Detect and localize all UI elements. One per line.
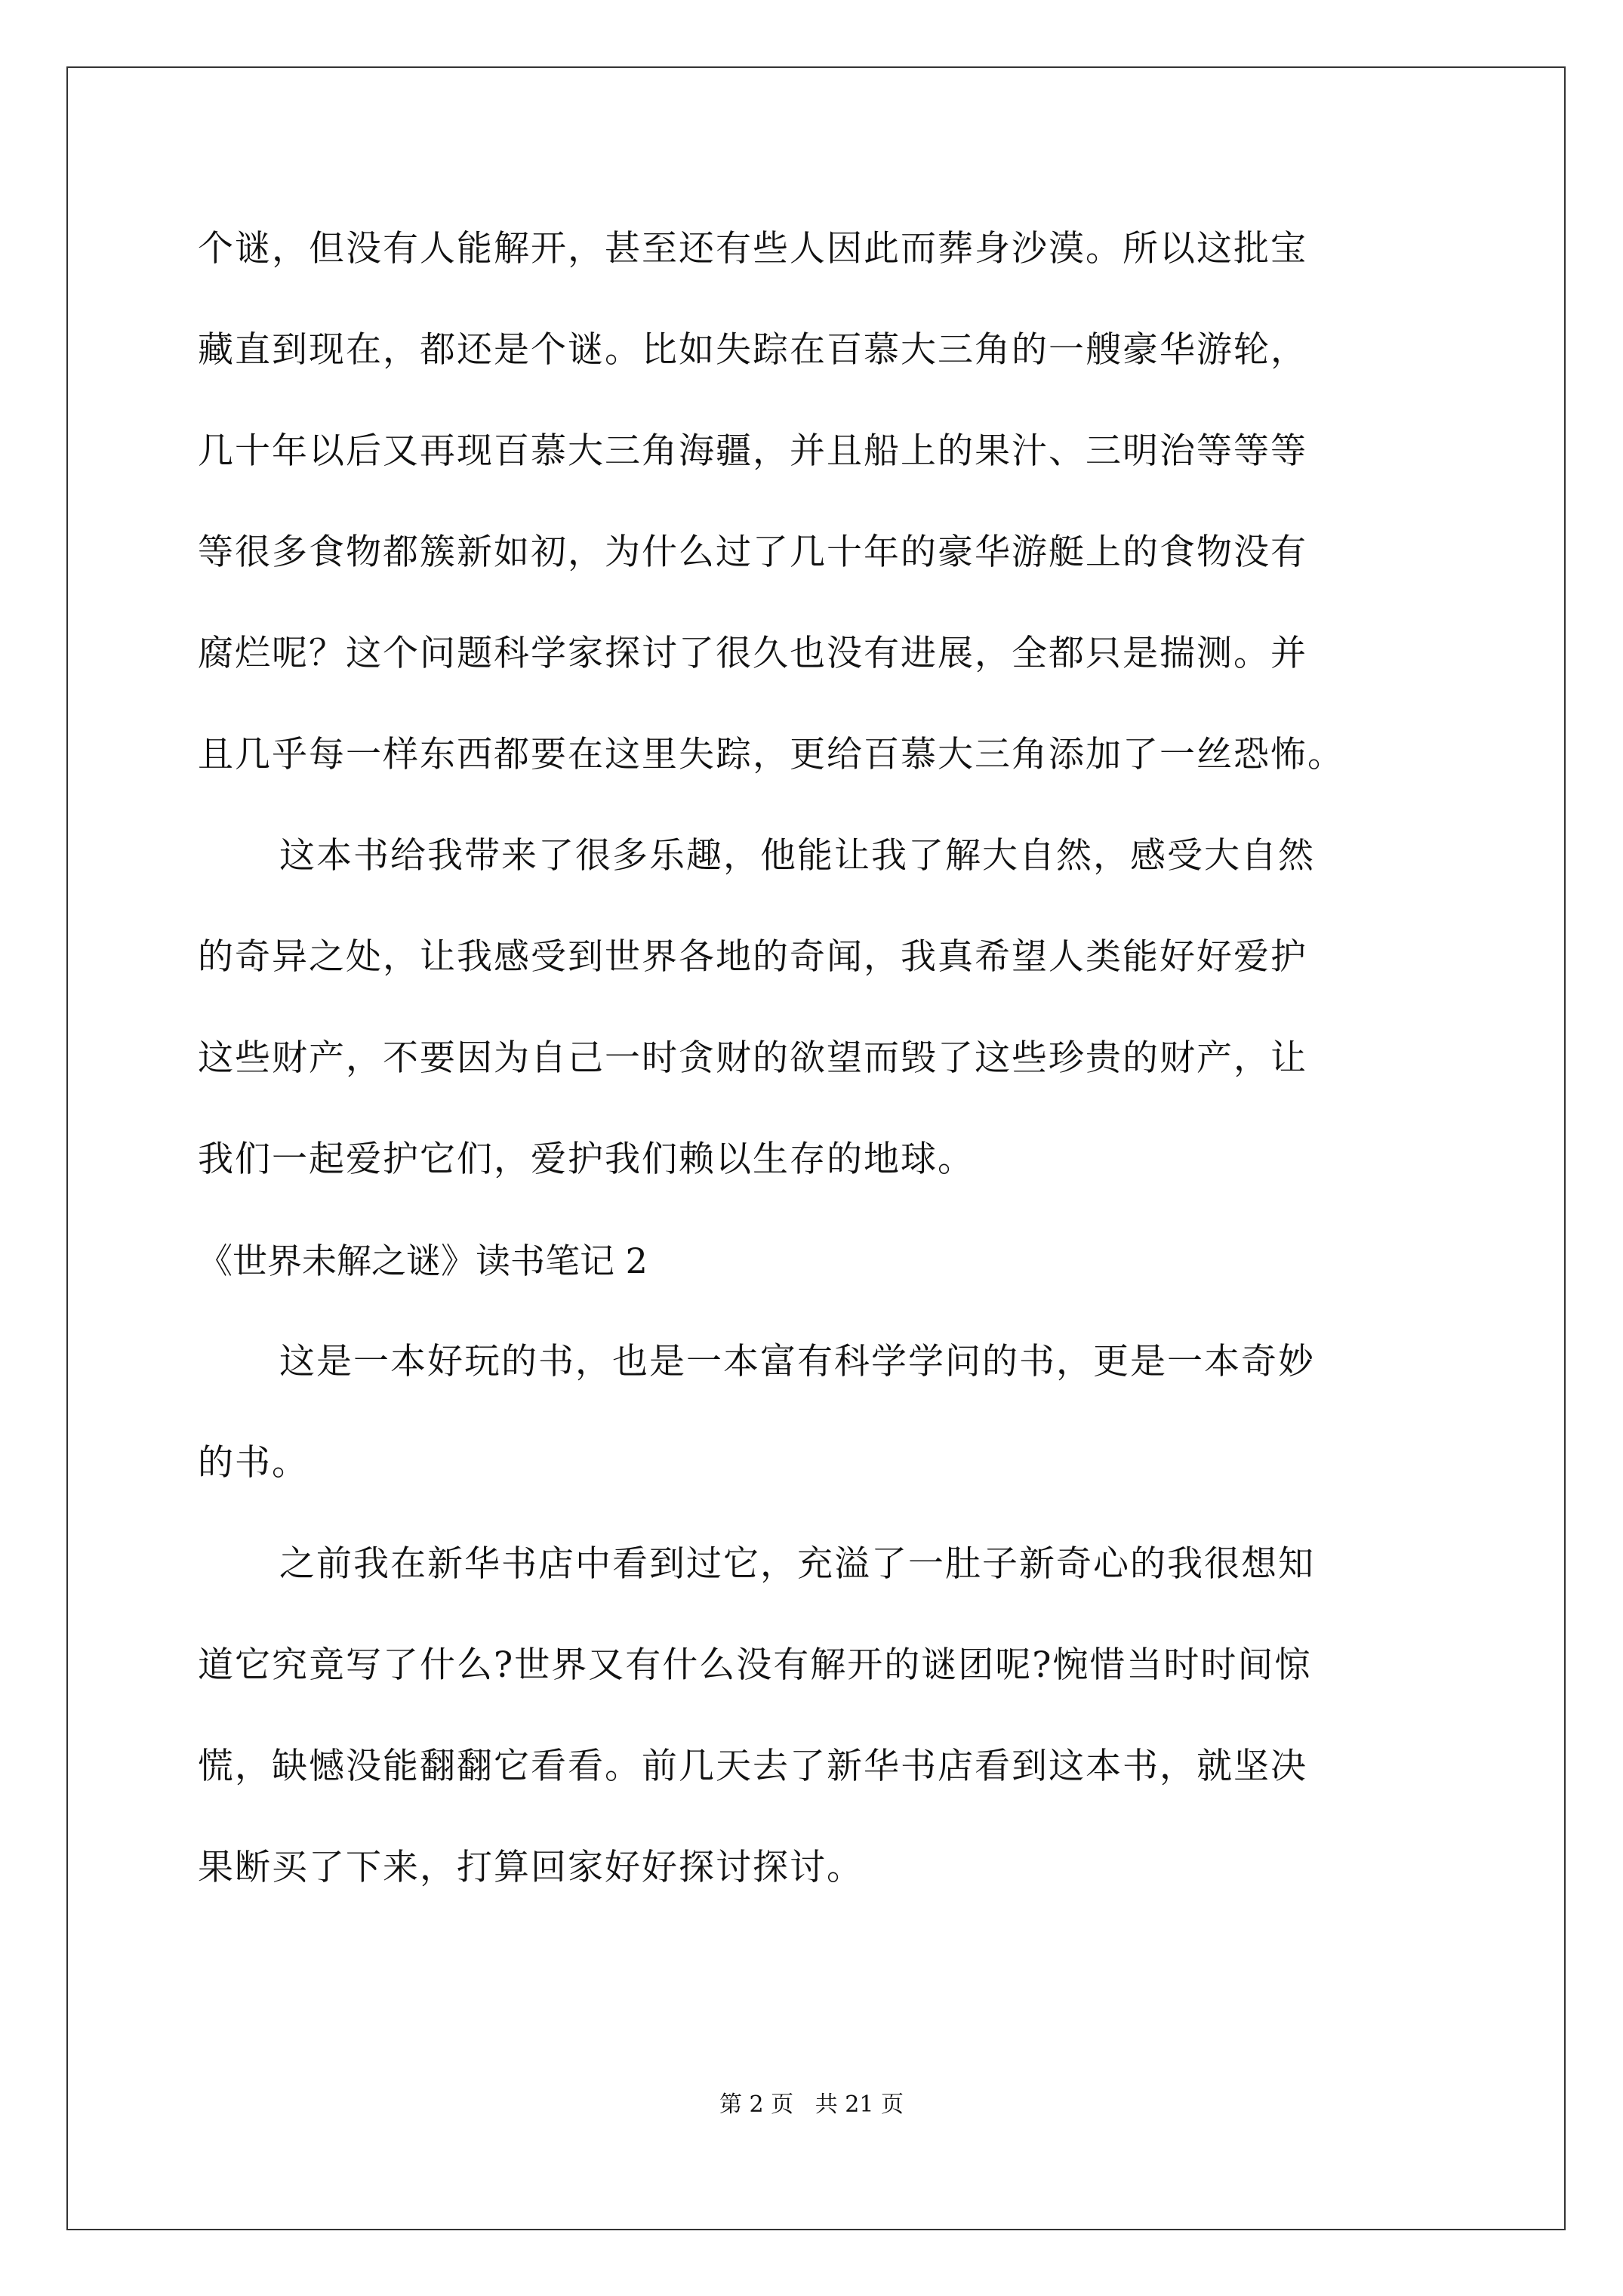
paragraph-2-line-3: 这些财产，不要因为自己一时贪财的欲望而毁了这些珍贵的财产，让	[198, 1037, 1307, 1079]
paragraph-1-line-3: 几十年以后又再现百慕大三角海疆，并且船上的果汁、三明治等等等	[198, 430, 1307, 472]
section-heading: 《世界未解之谜》读书笔记 2	[198, 1240, 648, 1281]
paragraph-3-line-2: 的书。	[198, 1442, 309, 1484]
page-number-footer: 第 2 页 共 21 页	[719, 2091, 904, 2118]
paragraph-1-line-1: 个谜，但没有人能解开，甚至还有些人因此而葬身沙漠。所以这批宝	[198, 228, 1307, 270]
paragraph-2-line-2: 的奇异之处，让我感受到世界各地的奇闻，我真希望人类能好好爱护	[198, 936, 1307, 978]
paragraph-3-line-1: 这是一本好玩的书，也是一本富有科学学问的书，更是一本奇妙	[279, 1341, 1315, 1382]
paragraph-4-line-3: 慌，缺憾没能翻翻它看看。前几天去了新华书店看到这本书，就坚决	[198, 1746, 1307, 1787]
paragraph-1-line-6: 且几乎每一样东西都要在这里失踪，更给百慕大三角添加了一丝恐怖。	[198, 734, 1344, 775]
paragraph-1-line-5: 腐烂呢？这个问题科学家探讨了很久也没有进展，全都只是揣测。并	[198, 633, 1307, 674]
paragraph-4-line-2: 道它究竟写了什么?世界又有什么没有解开的谜团呢?惋惜当时时间惊	[198, 1644, 1312, 1686]
paragraph-2-line-4: 我们一起爱护它们，爱护我们赖以生存的地球。	[198, 1139, 975, 1180]
paragraph-2-line-1: 这本书给我带来了很多乐趣，他能让我了解大自然，感受大自然	[279, 835, 1315, 877]
paragraph-1-line-4: 等很多食物都簇新如初，为什么过了几十年的豪华游艇上的食物没有	[198, 532, 1307, 573]
paragraph-4-line-4: 果断买了下来，打算回家好好探讨探讨。	[198, 1847, 864, 1888]
paragraph-4-line-1: 之前我在新华书店中看到过它，充溢了一肚子新奇心的我很想知	[279, 1543, 1315, 1585]
paragraph-1-line-2: 藏直到现在，都还是个谜。比如失踪在百慕大三角的一艘豪华游轮，	[198, 329, 1307, 371]
